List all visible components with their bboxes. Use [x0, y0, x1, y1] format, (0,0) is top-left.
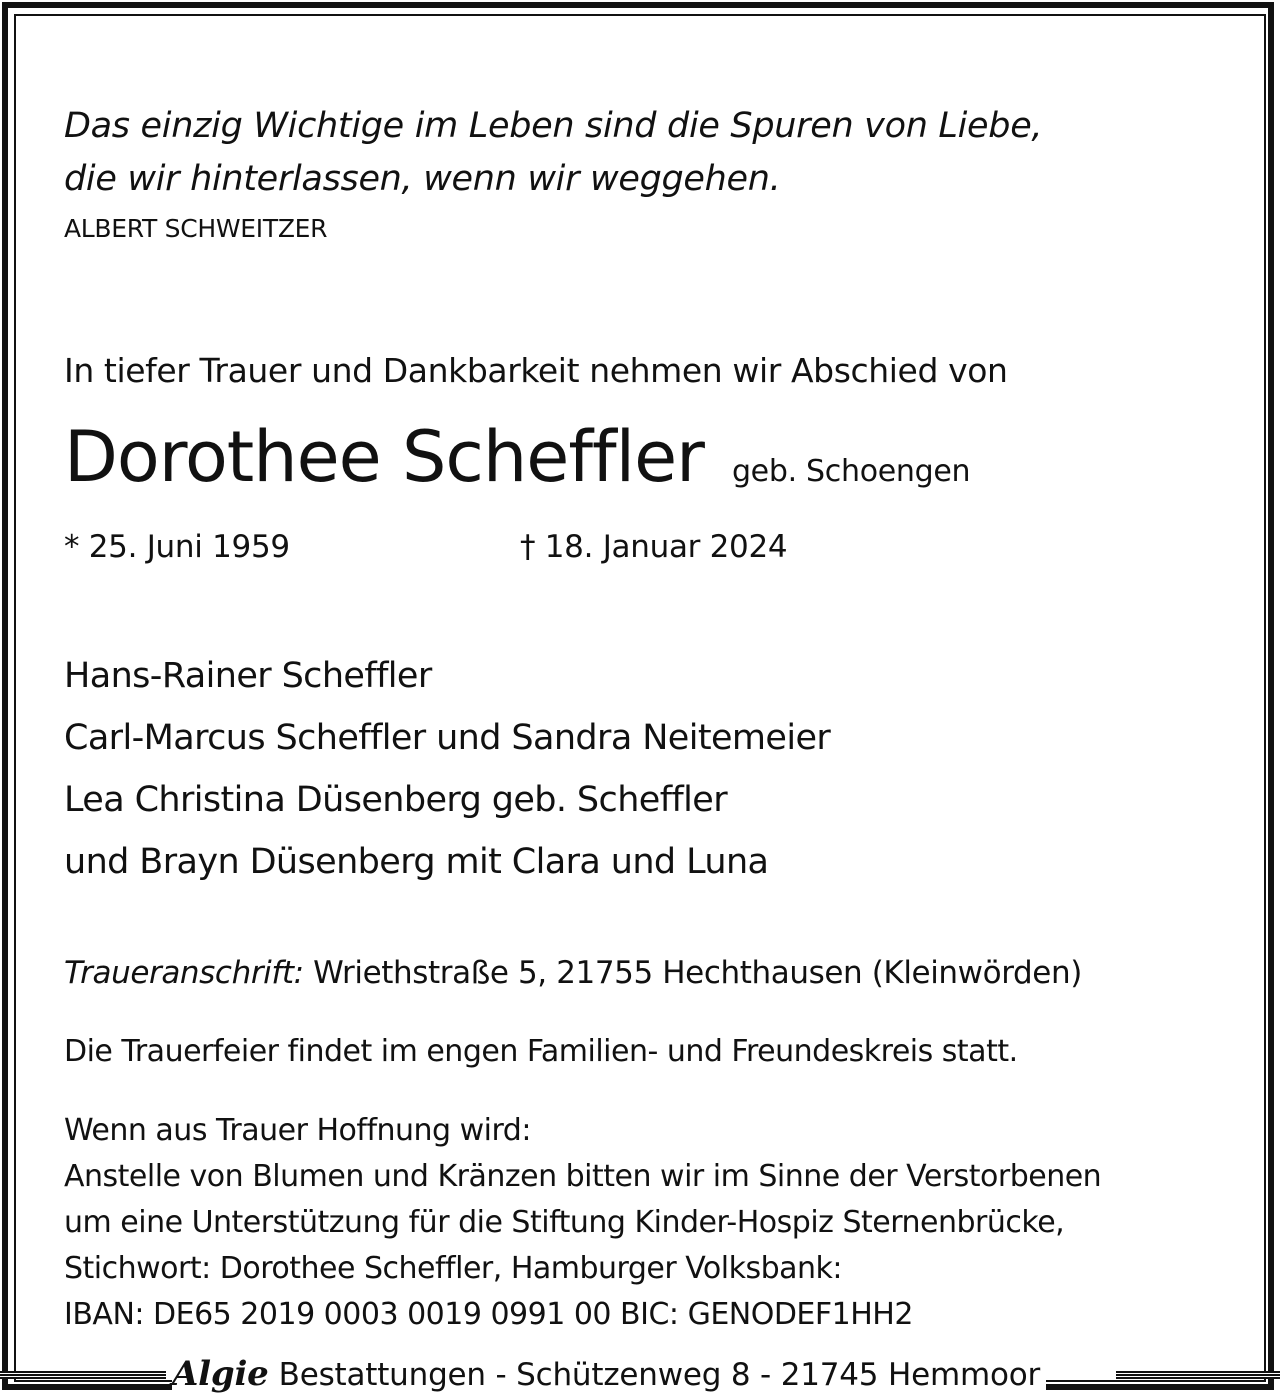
mourning-address: [64, 955, 1082, 991]
funeral-home-address: Bestattungen - Schützenweg 8 - 21745 Hemmoor: [278, 1357, 1041, 1393]
mourners-list: [64, 645, 830, 893]
ceremony-note: Die Trauerfeier findet im engen Familien- und Freundeskreis statt.: [64, 1034, 1018, 1069]
donation-line: um eine Unterstützung für die Stiftung Kinder-Hospiz Sternenbrücke,: [64, 1205, 1065, 1240]
deceased-name-row: [64, 416, 970, 498]
birth-name: geb. Schoengen: [731, 454, 971, 489]
donation-line: Stichwort: Dorothee Scheffler, Hamburger Volksbank:: [64, 1251, 843, 1286]
donation-note: [64, 1108, 1101, 1338]
address-label: Traueranschrift:: [64, 955, 304, 991]
address-value: Wriethstraße 5, 21755 Hechthausen (Kleinwörden): [313, 955, 1082, 991]
footer-rule-left: [0, 1371, 166, 1379]
footer-label: [172, 1354, 1046, 1394]
funeral-home-logo: Algie: [172, 1354, 269, 1394]
quote-line-1: Das einzig Wichtige im Leben sind die Spuren von Liebe,: [64, 106, 1043, 146]
death-date: † 18. Januar 2024: [520, 529, 788, 565]
donation-line: Anstelle von Blumen und Kränzen bitten wir im Sinne der Verstorbenen: [64, 1159, 1102, 1194]
donation-line: IBAN: DE65 2019 0003 0019 0991 00 BIC: GENODEF1HH2: [64, 1297, 913, 1332]
birth-date: * 25. Juni 1959: [64, 529, 290, 565]
donation-line: Wenn aus Trauer Hoffnung wird:: [64, 1113, 531, 1148]
mourner-line: Hans-Rainer Scheffler: [64, 656, 432, 696]
funeral-home-footer: [0, 1352, 1280, 1396]
mourner-line: und Brayn Düsenberg mit Clara und Luna: [64, 842, 769, 882]
quote-author: ALBERT SCHWEITZER: [64, 214, 328, 243]
intro-text: In tiefer Trauer und Dankbarkeit nehmen wir Abschied von: [64, 351, 1008, 390]
mourner-line: Carl-Marcus Scheffler und Sandra Neitemeier: [64, 718, 831, 758]
deceased-name: Dorothee Scheffler: [64, 416, 704, 498]
quote-line-2: die wir hinterlassen, wenn wir weggehen.: [64, 159, 781, 199]
footer-rule-right: [1116, 1371, 1280, 1379]
quote: [64, 100, 1042, 206]
mourner-line: Lea Christina Düsenberg geb. Scheffler: [64, 780, 727, 820]
